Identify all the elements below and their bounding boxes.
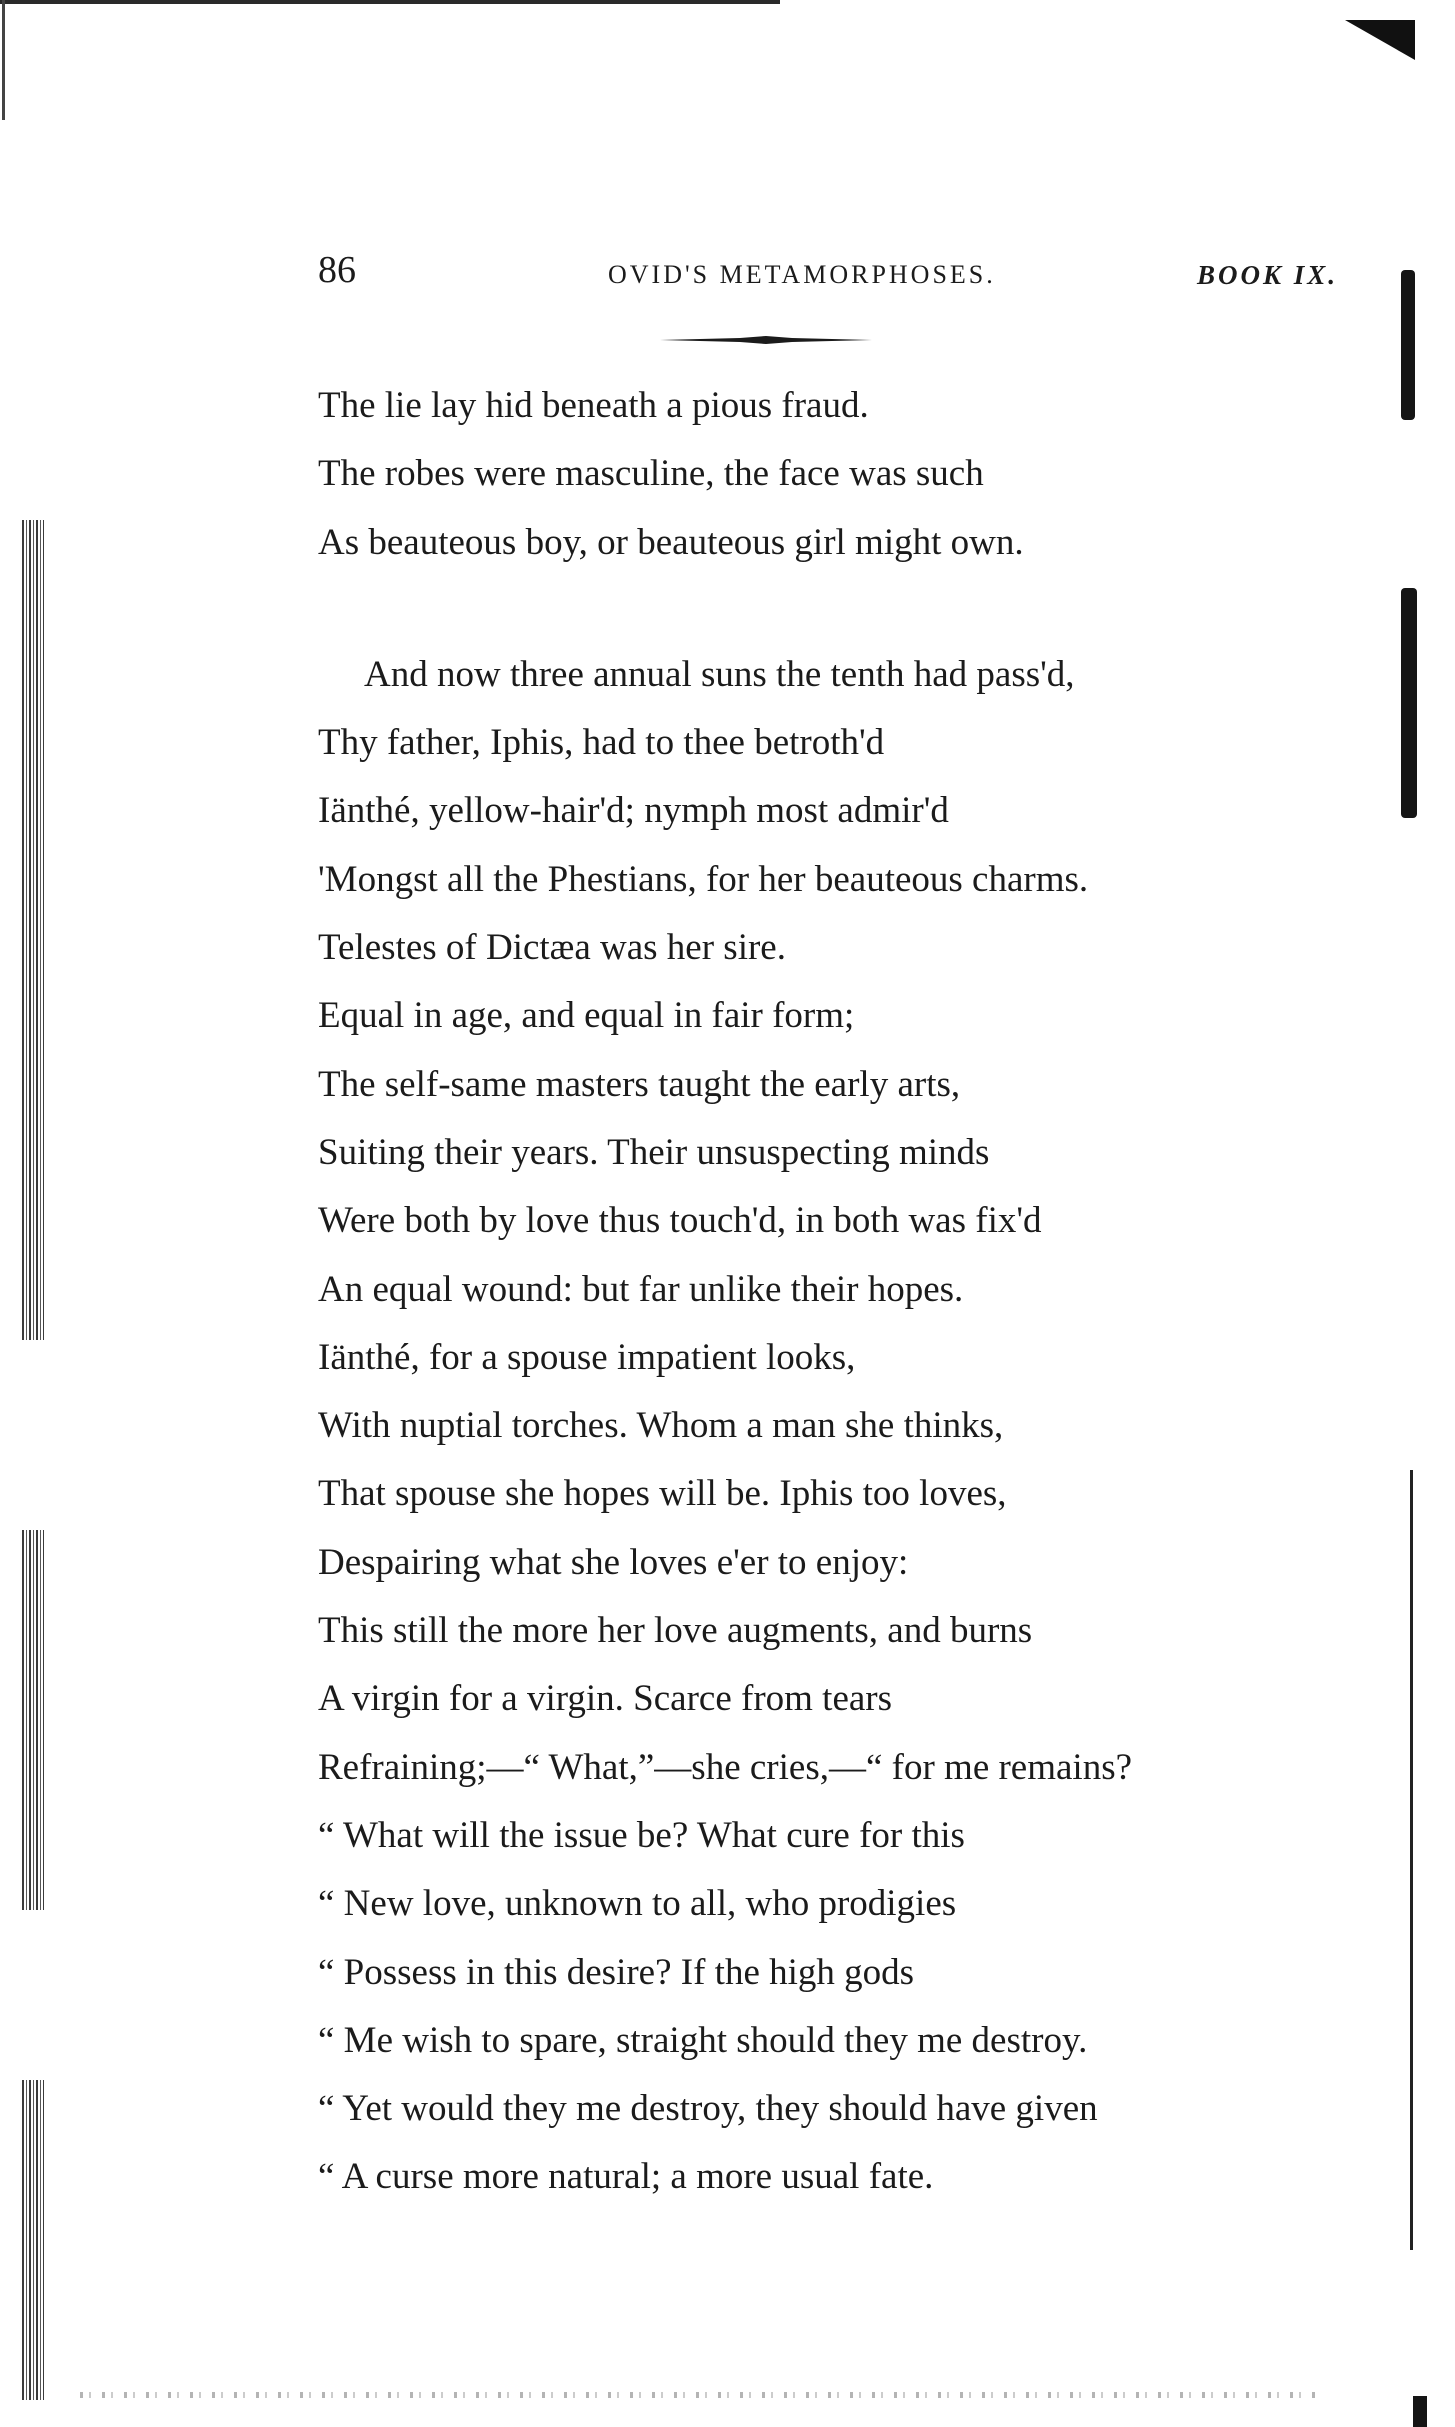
left-edge-shadow (22, 1530, 44, 1910)
poem-line: “ Me wish to spare, straight should they me destroy. (318, 2019, 1088, 2061)
stanza-break (318, 577, 1318, 641)
book-title: OVID'S METAMORPHOSES. (608, 260, 996, 289)
bottom-scan-noise (80, 2392, 1315, 2398)
poem-line: “ A curse more natural; a more usual fate. (318, 2156, 934, 2198)
head-ornament-rule (660, 336, 872, 344)
right-edge-rule (1410, 1470, 1413, 2250)
poem-line: Were both by love thus touch'd, in both was fix'd (318, 1200, 1042, 1242)
page-number: 86 (318, 249, 356, 291)
poem-line: A virgin for a virgin. Scarce from tears (318, 1678, 893, 1720)
poem-line: With nuptial torches. Whom a man she thinks, (318, 1405, 1004, 1447)
poem-line: An equal wound: but far unlike their hopes. (318, 1268, 964, 1310)
poem-line: The self-same masters taught the early arts, (318, 1063, 961, 1105)
poem-line: This still the more her love augments, and burns (318, 1610, 1033, 1652)
poem-line: The lie lay hid beneath a pious fraud. (318, 385, 869, 426)
scan-corner-mark (1345, 20, 1415, 60)
poem-line: As beauteous boy, or beauteous girl might own. (318, 521, 1024, 563)
poem-line: “ Yet would they me destroy, they should have given (318, 2088, 1098, 2130)
poem-line: Iänthé, yellow-hair'd; nymph most admir'd (318, 790, 949, 832)
poem-line: “ What will the issue be? What cure for this (318, 1814, 965, 1856)
poem-line: “ New love, unknown to all, who prodigies (318, 1883, 957, 1925)
right-edge-bar (1413, 2396, 1427, 2427)
right-edge-bar (1401, 270, 1415, 420)
right-edge-bar (1401, 588, 1417, 818)
poem-line: Equal in age, and equal in fair form; (318, 995, 855, 1037)
poem-lines (318, 372, 1318, 2212)
poem-line: The robes were masculine, the face was such (318, 453, 984, 495)
poem-line: Iänthé, for a spouse impatient looks, (318, 1336, 856, 1378)
book-number: BOOK IX. (1196, 260, 1338, 290)
poem-line: That spouse she hopes will be. Iphis too loves, (318, 1473, 1007, 1515)
poem-line: Despairing what she loves e'er to enjoy: (318, 1541, 909, 1583)
poem-line: Suiting their years. Their unsuspecting minds (318, 1131, 990, 1173)
left-edge-shadow (22, 520, 44, 1340)
left-edge-shadow (22, 2080, 44, 2400)
scan-top-rule (0, 0, 780, 4)
scan-left-rule (2, 0, 5, 120)
poem-line: Refraining;—“ What,”—she cries,—“ for me remains? (318, 1746, 1133, 1788)
head-ornament (660, 336, 872, 344)
poem-line: “ Possess in this desire? If the high gods (318, 1951, 915, 1993)
poem-line: Telestes of Dictæa was her sire. (318, 927, 786, 969)
poem-line: And now three annual suns the tenth had pass'd, (364, 653, 1075, 695)
poem-line: Thy father, Iphis, had to thee betroth'd (318, 722, 885, 764)
poem-line: 'Mongst all the Phestians, for her beauteous charms. (318, 858, 1089, 900)
running-head (318, 248, 1338, 298)
